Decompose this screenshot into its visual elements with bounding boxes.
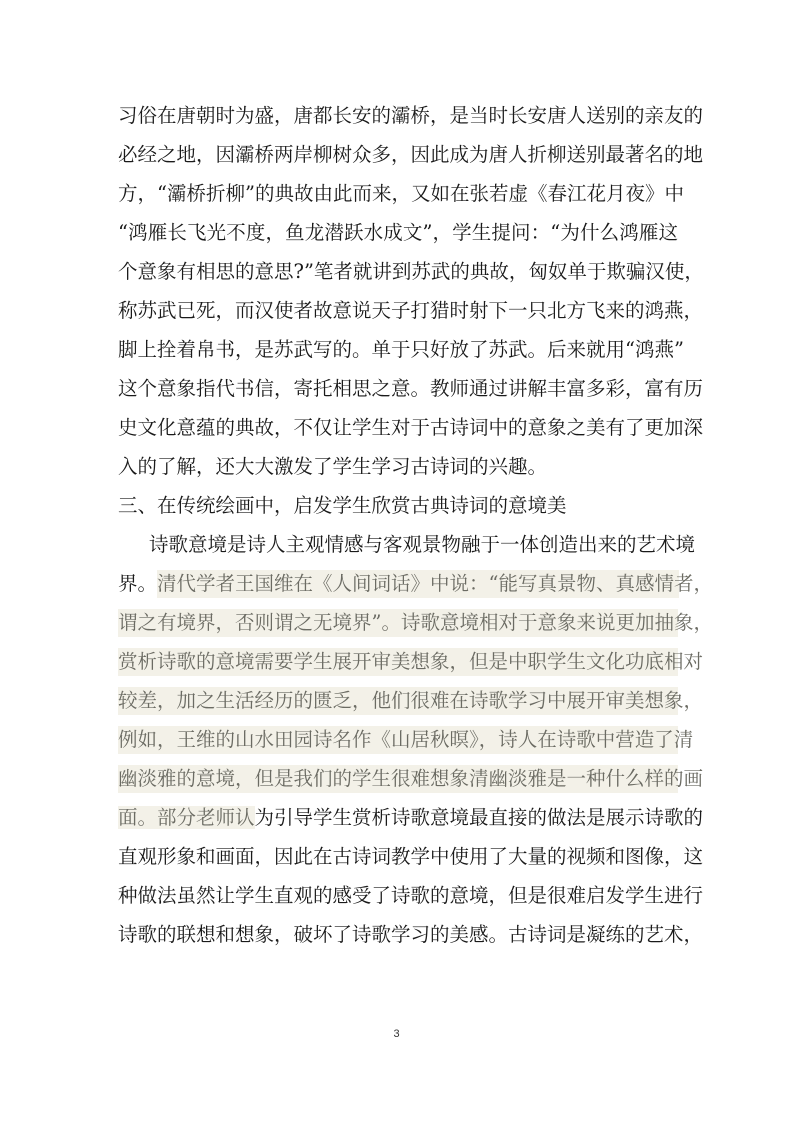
highlighted-text: 面。部分老师认 <box>118 806 255 829</box>
page-number: 3 <box>393 1028 400 1040</box>
text-line <box>118 570 713 598</box>
text-line: 个意象有相思的意思?”笔者就讲到苏武的典故，匈奴单于欺骗汉使， <box>118 260 704 283</box>
highlighted-text: 谓之有境界，否则谓之无境界”。诗歌意境相对于意象来说更加抽象， <box>118 609 678 637</box>
text-line: “鸿雁长飞光不度，鱼龙潜跃水成文”，学生提问：“为什么鸿雁这 <box>118 221 678 244</box>
text-line: 入的了解，还大大激发了学生学习古诗词的兴趣。 <box>118 455 548 478</box>
text-line: 诗歌的联想和想象，破坏了诗歌学习的美感。古诗词是凝练的艺术， <box>118 923 704 946</box>
highlighted-text: 赏析诗歌的意境需要学生展开审美想象，但是中职学生文化功底相对 <box>118 648 678 676</box>
paragraph-first-line: 诗歌意境是诗人主观情感与客观景物融于一体创造出来的艺术境 <box>149 533 696 556</box>
text-segment: 为引导学生赏析诗歌意境最直接的做法是展示诗歌的 <box>254 806 704 829</box>
highlighted-text: 幽淡雅的意境，但是我们的学生很难想象清幽淡雅是一种什么样的画 <box>118 765 678 793</box>
text-line <box>118 804 704 832</box>
text-line: 方，“灞桥折柳”的典故由此而来，又如在张若虚《春江花月夜》中 <box>118 182 684 205</box>
highlighted-text: 清代学者王国维在《人间词话》中说：“能写真景物、真感情者， <box>157 570 679 598</box>
text-line: 直观形象和画面，因此在古诗词教学中使用了大量的视频和图像，这 <box>118 845 704 868</box>
text-line: 必经之地，因灞桥两岸柳树众多，因此成为唐人折柳送别最著名的地 <box>118 143 704 166</box>
text-line: 称苏武已死，而汉使者故意说天子打猎时射下一只北方飞来的鸿燕， <box>118 299 704 322</box>
text-line: 这个意象指代书信，寄托相思之意。教师通过讲解丰富多彩，富有历 <box>118 377 704 400</box>
text-line: 脚上拴着帛书，是苏武写的。单于只好放了苏武。后来就用“鸿燕” <box>118 338 684 361</box>
text-line: 史文化意蕴的典故，不仅让学生对于古诗词中的意象之美有了更加深 <box>118 416 704 439</box>
section-heading: 三、在传统绘画中，启发学生欣赏古典诗词的意境美 <box>118 494 567 517</box>
text-line: 种做法虽然让学生直观的感受了诗歌的意境，但是很难启发学生进行 <box>118 884 704 907</box>
highlighted-text: 较差，加之生活经历的匮乏，他们很难在诗歌学习中展开审美想象， <box>118 687 678 715</box>
text-line: 习俗在唐朝时为盛，唐都长安的灞桥，是当时长安唐人送别的亲友的 <box>118 104 704 127</box>
highlighted-text: 例如，王维的山水田园诗名作《山居秋暝》，诗人在诗歌中营造了清 <box>118 726 678 754</box>
text-segment: 界。 <box>118 572 158 595</box>
